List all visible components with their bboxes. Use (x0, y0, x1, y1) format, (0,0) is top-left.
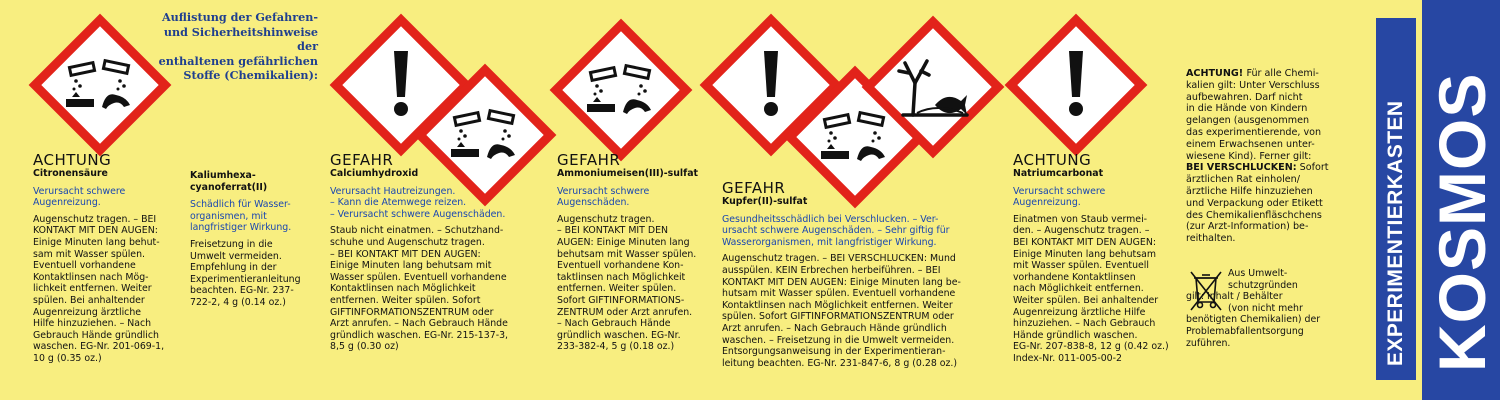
chemical-name: Kupfer(II)-sulfat (722, 196, 808, 207)
brand-bar (1422, 0, 1500, 400)
hazard-statement: Gesundheitsschädlich bei Verschlucken. – Ver- ursacht schwere Augenschäden. – Sehr giftig für Wasserorganismen, mit langfristiger Wirkung. (722, 213, 950, 248)
hazard-statement: Verursacht schwere Augenschäden. (557, 185, 650, 209)
series-strip (1376, 18, 1416, 380)
advisory-head-2: BEI VERSCHLUCKEN: (1186, 162, 1297, 174)
column-natriumcarbonat (1013, 152, 1183, 365)
precaution-statement: Einatmen von Staub vermei- den. – Augenschutz tragen. – BEI KONTAKT MIT DEN AUGEN: Einige Minuten lang behutsam mit Wasser spülen. Eventuell vorhandene Kontaktlinsen nach Möglichkeit entfernen. Weiter spülen. Bei anhaltender Augenreizung ärztliche Hilfe hinzuziehen. – Nach Gebrauch Hände gründlich waschen. EG-Nr. 207-838-8, 12 g (0.42 oz.) Index-Nr. 011-005-00-2 (1013, 213, 1169, 364)
chemical-name: Natriumcarbonat (1013, 168, 1104, 179)
signal-word: GEFAHR (330, 151, 394, 169)
chemical-name: Calciumhydroxid (330, 168, 419, 179)
chemical-name: Kaliumhexa- cyanoferrat(II) (190, 170, 268, 193)
intro-line-2: und Sicherheitshinweise der (163, 24, 318, 54)
series-label: EXPERIMENTIERKASTEN (1384, 100, 1407, 366)
intro-line-4: Stoffe (Chemikalien): (183, 68, 318, 83)
chemical-name: Citronensäure (33, 168, 108, 179)
precaution-statement: Staub nicht einatmen. – Schutzhand- schuhe und Augenschutz tragen. – BEI KONTAKT MIT DEN AUGEN: Einige Minuten lang behutsam mit Wasser spülen. Eventuell vorhandene Kontaktlinsen nach Möglichkeit entfernen. Weiter spülen. Sofort GIFTINFORMATIONSZENTRUM oder Arzt anrufen. – Nach Gebrauch Hände gründlich waschen. EG-Nr. 215-137-3, 8,5 g (0.30 oz) (330, 225, 509, 353)
hazard-statement: Verursacht schwere Augenreizung. (33, 185, 126, 209)
column-ammoniumeisensulfat (557, 152, 707, 353)
signal-word: GEFAHR (722, 179, 786, 197)
advisory-head: ACHTUNG! (1186, 68, 1247, 79)
precaution-statement: Augenschutz tragen. – BEI VERSCHLUCKEN: Mund ausspülen. KEIN Erbrechen herbeiführen. – BEI KONTAKT MIT DEN AUGEN: Einige Minuten lang be- hutsam mit Wasser spülen. Eventuell vorhandene Kontaktlinsen nach Möglichkeit entfernen. Weiter spülen. Sofort GIFTINFORMATIONSZENTRUM oder Arzt anrufen. – Nach Gebrauch Hände gründlich waschen. – Freisetzung in die Umwelt vermeiden. Entsorgungsanweisung in der Experimentieran- leitung beachten. EG-Nr. 231-847-6, 8 g (0.28 oz.) (722, 253, 961, 369)
disposal-note: Aus Umwelt- schutzgründen gilt: Inhalt / Behälter (von nicht mehr benötigten Chemikalien) der Problemabfallentsorgung zuführen. (1186, 268, 1321, 349)
corrosion-icon (556, 25, 686, 155)
hazard-statement: Verursacht Hautreizungen. – Kann die Atemwege reizen. – Verursacht schwere Augenschäden. (330, 185, 506, 220)
precaution-statement: Freisetzung in die Umwelt vermeiden. Empfehlung in der Experimentieranleitung beachten. EG-Nr. 237- 722-2, 4 g (0.14 oz.) (190, 238, 301, 308)
signal-word: GEFAHR (557, 151, 621, 169)
hazard-statement: Verursacht schwere Augenreizung. (1013, 185, 1106, 209)
brand-name: KOSMOS (1425, 72, 1499, 372)
intro-line-1: Auflistung der Gefahren- (161, 10, 318, 24)
precaution-statement: Augenschutz tragen. – BEI KONTAKT MIT DEN AUGEN: Einige Minuten lang behut- sam mit Wasser spülen. Eventuell vorhandene Kontaktlinsen nach Mög- lichkeit entfernen. Weiter spülen. Bei anhaltender Augenreizung ärztliche Hilfe hinzuziehen. – Nach Gebrauch Hände gründlich waschen. EG-Nr. 201-069-1, 10 g (0.35 oz.) (33, 213, 165, 364)
signal-word: ACHTUNG (33, 151, 112, 169)
chemical-name: Ammoniumeisen(III)-sulfat (557, 168, 699, 179)
exclamation-icon (1011, 20, 1141, 150)
precaution-statement: Augenschutz tragen. – BEI KONTAKT MIT DEN AUGEN: Einige Minuten lang behutsam mit Wasser spülen. Eventuell vorhandene Kon- taktlinsen nach Möglichkeit entfernen. Weiter spülen. Sofort GIFTINFORMATIONS- ZENTRUM oder Arzt anrufen. – Nach Gebrauch Hände gründlich waschen. EG-Nr. 233-382-4, 5 g (0.18 oz.) (557, 213, 697, 353)
general-advisory: ACHTUNG! Für alle Chemi- kalien gilt: Unter Verschluss aufbewahren. Darf nicht in die Hände von Kindern gelangen (ausgenommen das experimentierende, von einem Erwachsenen unter- wiesene Kind). Ferner gilt: BEI VERSCHLUCKEN: Sofort ärztlichen Rat einholen/ ärztliche Hilfe hinzuziehen und Verpackung oder Etikett des Chemikalienfläschchens (zur Arzt-Information) be- reithalten. (1186, 68, 1329, 245)
column-citronensaeure (33, 152, 178, 365)
column-kaliumhexacyanoferrat (190, 170, 320, 309)
crossed-bin-icon (1188, 268, 1224, 312)
environment-icon (868, 22, 998, 152)
signal-word: ACHTUNG (1013, 151, 1092, 169)
intro-heading (148, 10, 318, 83)
column-kupfersulfat (722, 180, 992, 369)
intro-line-3: enthaltenen gefährlichen (158, 53, 318, 68)
hazard-statement: Schädlich für Wasser- organismen, mit langfristiger Wirkung. (190, 199, 292, 234)
corrosion-icon (35, 20, 165, 150)
column-calciumhydroxid (330, 152, 530, 353)
